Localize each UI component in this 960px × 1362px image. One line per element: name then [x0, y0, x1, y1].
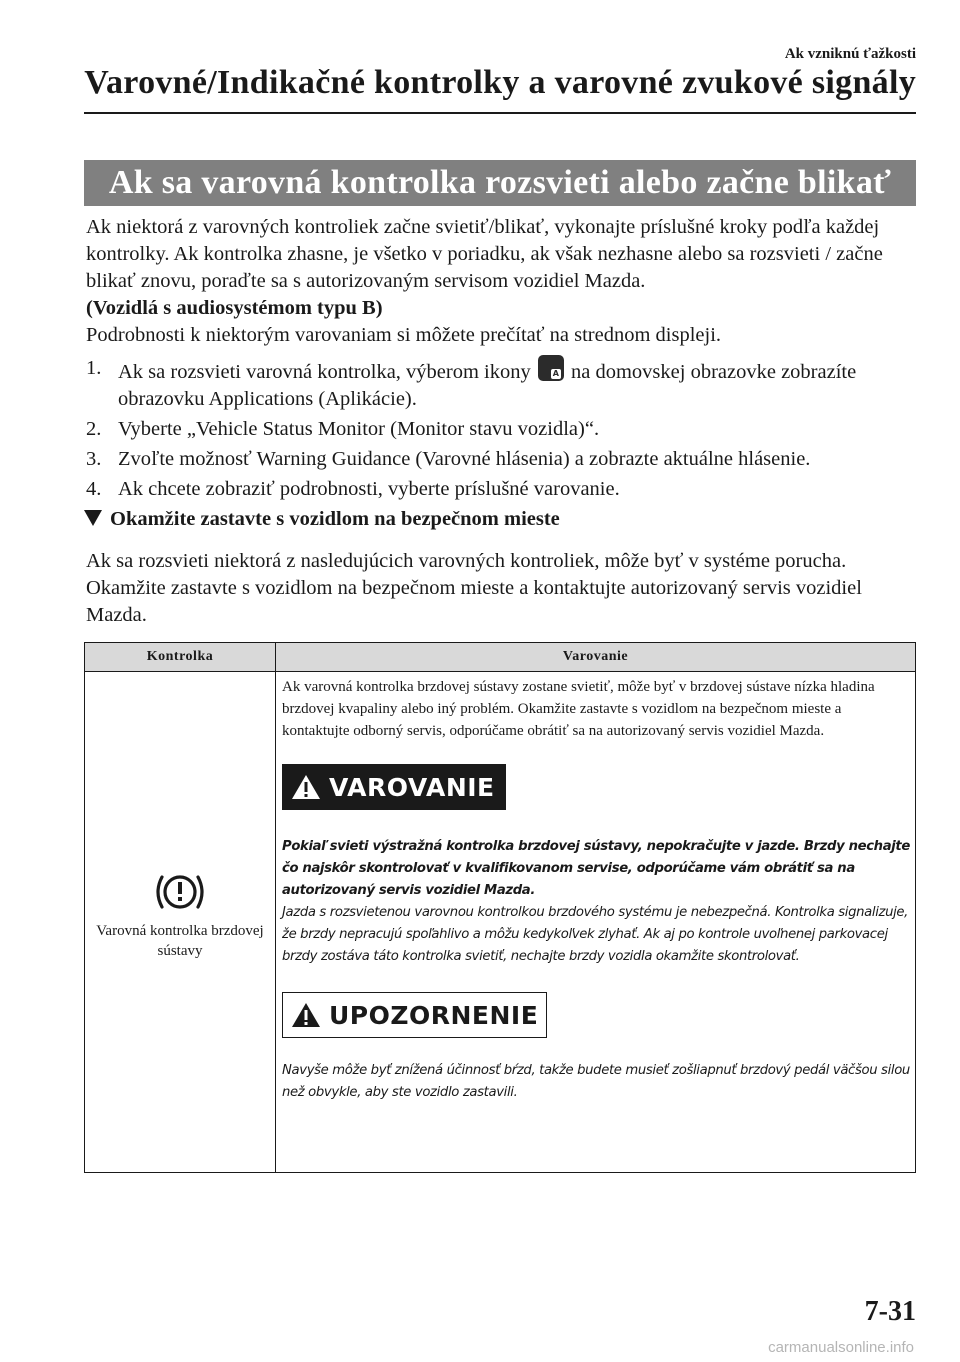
step-text: Vyberte „Vehicle Status Monitor (Monitor stavu vozidla)“. [118, 418, 600, 440]
table-row [85, 672, 916, 1173]
list-item [86, 355, 918, 413]
caution-badge-label: UPOZORNENIE [329, 1000, 539, 1030]
warning-description: Ak varovná kontrolka brzdovej sústavy zostane svietiť, môže byť v brzdovej sústave nízka hladina brzdovej kvapaliny alebo iný problém. Okamžite zastavte s vozidlom na bezpečnom mieste a kontaktujte odborný servis, odporúčame obrátiť sa na autorizovaný servis vozidiel Mazda. [282, 679, 875, 739]
warning-badge [282, 764, 506, 810]
section-banner [84, 160, 916, 206]
indicator-cell [85, 672, 276, 1173]
page-number: 7-31 [864, 1296, 916, 1327]
warning-body-text: Jazda s rozsvietenou varovnou kontrolkou brzdového systému je nebezpečná. Kontrolka signalizuje, že brzdy nepracujú spoľahlivo a môžu kedykoľvek zlyhať. Ak aj po kontrole uvoľnenej parkovacej brzdy zostáva táto kontrolka svietiť, nechajte brzdy vozidla okamžite skontrolovať. [282, 905, 909, 964]
brake-warning-icon [151, 869, 209, 915]
exclamation-triangle-icon [291, 1002, 321, 1028]
chapter-title: Ak vzniknú ťažkosti [784, 46, 916, 62]
column-header-warning: Varovanie [276, 643, 916, 672]
step-number: 3. [86, 448, 102, 470]
caution-text: Navyše môže byť znížená účinnosť bŕzd, takže budete musieť zošliapnuť brzdový pedál väčšou silou než obvykle, aby ste vozidlo zastavili. [282, 1063, 910, 1100]
column-header-indicator: Kontrolka [85, 643, 276, 672]
step-text: Ak sa rozsvieti varovná kontrolka, výberom ikony A na domovskej obrazovke zobrazíte obrazovku Applications (Aplikácie). [118, 355, 918, 413]
stop-paragraph [86, 548, 918, 629]
warning-text-block [282, 836, 911, 968]
step-text: Ak chcete zobraziť podrobnosti, vyberte príslušné varovanie. [118, 478, 620, 500]
warning-bold-text: Pokiaľ svieti výstražná kontrolka brzdovej sústavy, nepokračujte v jazde. Brzdy nechajte čo najskôr skontrolovať v kvalifikovanom servise, odporúčame vám obrátiť sa na autorizovaný servis vozidiel Mazda. [282, 839, 910, 898]
step-text: Zvoľte možnosť Warning Guidance (Varovné hlásenia) a zobrazte aktuálne hlásenie. [118, 448, 811, 470]
subheading [84, 508, 560, 531]
step-number: 2. [86, 418, 102, 440]
display-note: Podrobnosti k niektorým varovaniam si môžete prečítať na strednom displeji. [86, 324, 722, 346]
header-rule [84, 112, 916, 114]
watermark: carmanualsonline.info [768, 1339, 914, 1356]
exclamation-triangle-icon [291, 774, 321, 800]
table-header-row [85, 643, 916, 672]
list-item [86, 416, 918, 443]
stop-paragraph-text: Ak sa rozsvieti niektorá z nasledujúcich varovných kontroliek, môže byť v systéme porucha. Okamžite zastavte s vozidlom na bezpečnom mieste a kontaktujte autorizovaný servis vozidiel Mazda. [86, 550, 862, 626]
step-number: 4. [86, 478, 102, 500]
list-item [86, 476, 918, 503]
warning-badge-label: VAROVANIE [329, 772, 495, 802]
step-number: 1. [86, 357, 102, 379]
audio-note: (Vozidlá s audiosystémom typu B) [86, 297, 383, 319]
steps-list [86, 355, 918, 503]
applications-icon [538, 355, 564, 381]
section-title: Varovné/Indikačné kontrolky a varovné zvukové signály [84, 64, 916, 101]
subheading-text: Okamžite zastavte s vozidlom na bezpečnom mieste [110, 508, 560, 530]
warning-table [84, 642, 916, 1173]
warning-cell [276, 672, 916, 1173]
list-item [86, 446, 918, 473]
caution-badge [282, 992, 547, 1038]
banner-text: Ak sa varovná kontrolka rozsvieti alebo začne blikať [108, 164, 892, 201]
triangle-bullet-icon [84, 510, 102, 526]
intro-block [86, 214, 918, 506]
intro-paragraph: Ak niektorá z varovných kontroliek začne svietiť/blikať, vykonajte príslušné kroky podľa každej kontrolky. Ak kontrolka zhasne, je všetko v poriadku, ak však nezhasne alebo sa rozsvieti / začne blikať znovu, poraďte sa s autorizovaným servisom vozidiel Mazda. [86, 216, 883, 292]
indicator-label: Varovná kontrolka brzdovej sústavy [96, 923, 264, 959]
